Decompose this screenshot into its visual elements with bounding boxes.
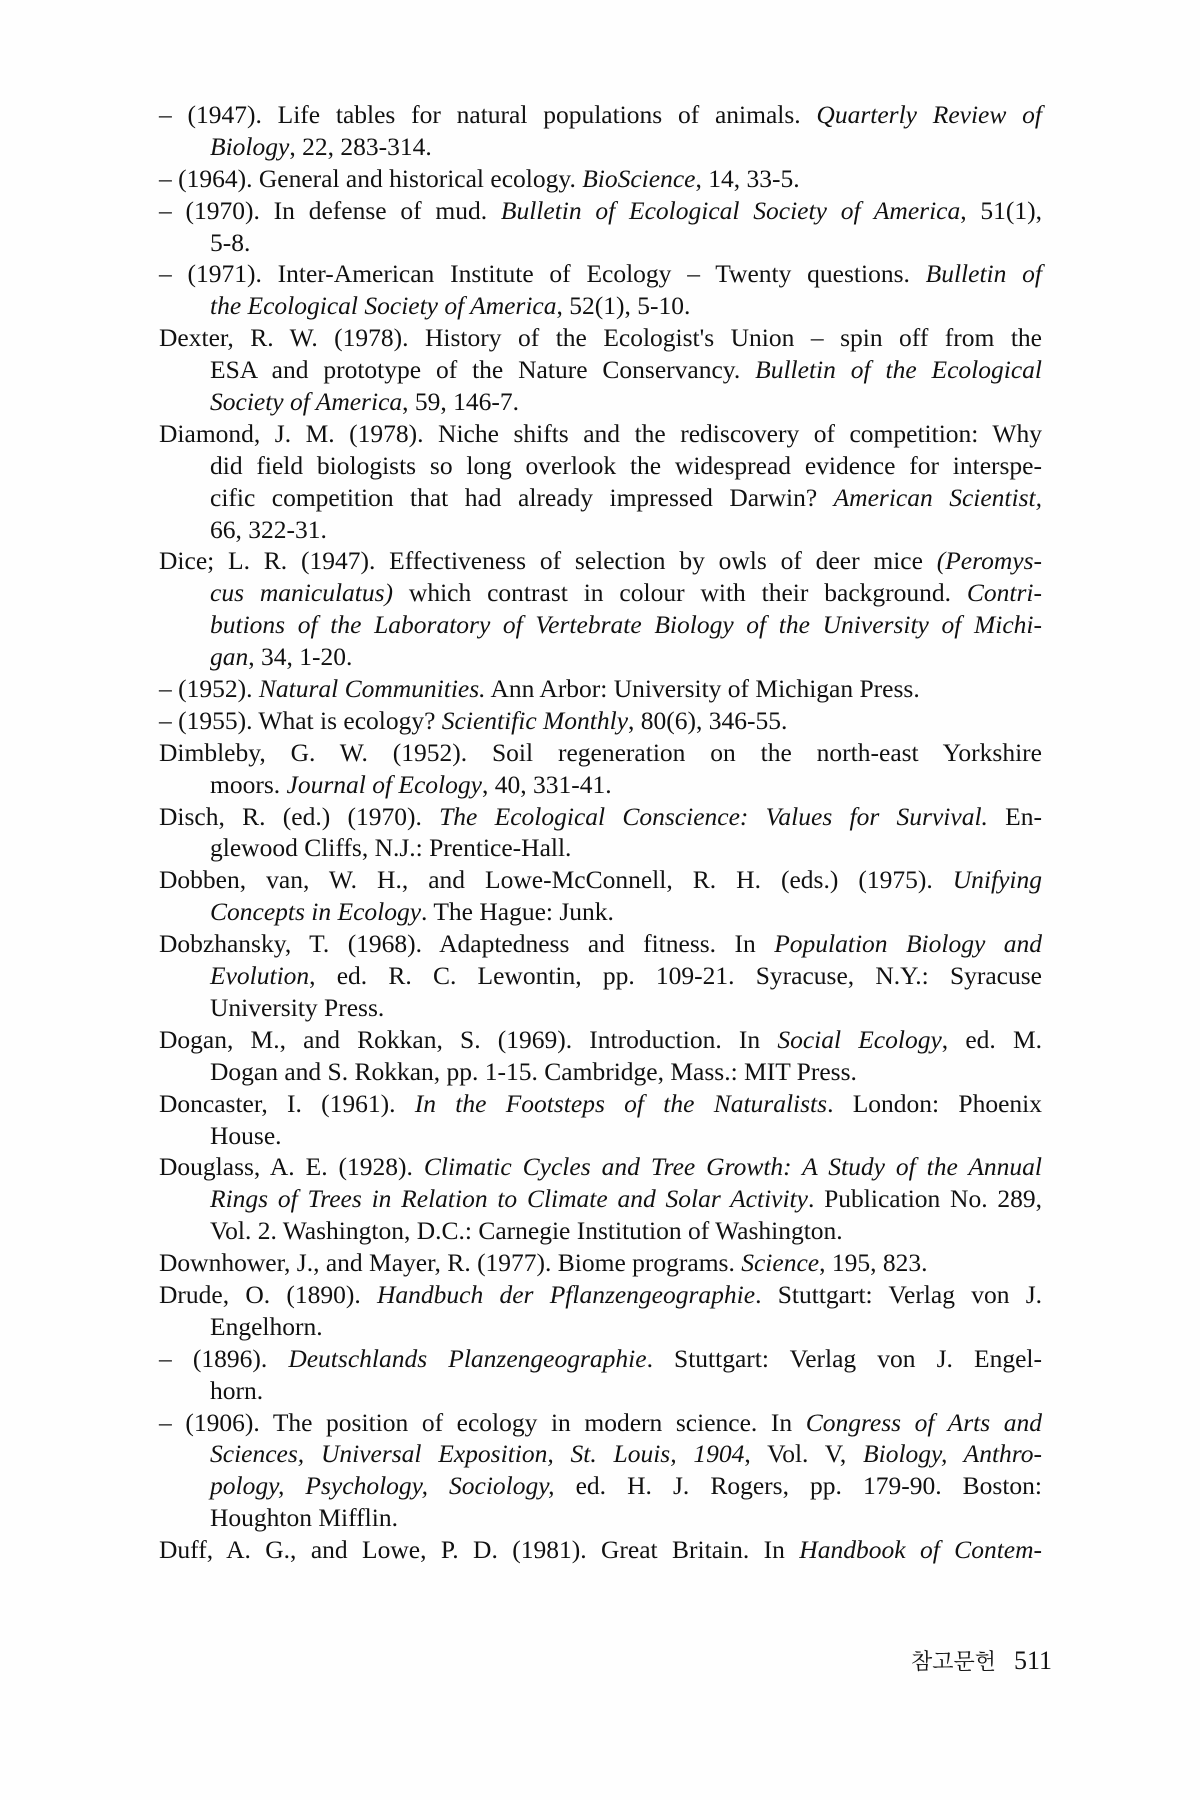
- reference-line: [159, 1343, 1042, 1375]
- italic-text: Quarterly Review of: [816, 100, 1042, 129]
- text: Houghton Mifflin.: [210, 1503, 398, 1533]
- text: . Stuttgart: Verlag von J.: [755, 1279, 1043, 1309]
- reference-line: [210, 1375, 1042, 1407]
- text: Downhower, J., and Mayer, R. (1977). Biome programs.: [159, 1248, 742, 1278]
- text: Vol. 2. Washington, D.C.: Carnegie Institution of Washington.: [210, 1216, 843, 1246]
- reference-line: [210, 482, 1042, 514]
- text: , 195, 823.: [819, 1248, 928, 1278]
- text: , 80(6), 346-55.: [628, 705, 788, 735]
- italic-text: Society of America: [210, 387, 403, 417]
- reference-entry: [159, 195, 1042, 259]
- reference-entry: [159, 737, 1042, 801]
- text: , 51(1),: [960, 195, 1043, 225]
- text: Drude, O. (1890).: [159, 1279, 377, 1309]
- text: , 59, 146-7.: [402, 387, 520, 417]
- reference-entry: [159, 705, 1042, 737]
- reference-line: [210, 1056, 1042, 1088]
- italic-text: butions of the Laboratory of Vertebrate Biology of the University of Michi-: [210, 610, 1042, 640]
- text: 5-8.: [210, 227, 251, 257]
- reference-entry: [159, 1024, 1042, 1088]
- reference-entry: [159, 1151, 1042, 1247]
- text: Duff, A. G., and Lowe, P. D. (1981). Great Britain. In: [159, 1535, 800, 1565]
- italic-text: the Ecological Society of America: [210, 291, 557, 321]
- reference-line: [159, 801, 1042, 833]
- reference-line: [210, 1120, 1042, 1152]
- italic-text: Handbook of Contem-: [799, 1535, 1042, 1565]
- italic-text: Bulletin of: [925, 259, 1042, 289]
- reference-line: [210, 1183, 1042, 1215]
- text: Engelhorn.: [210, 1311, 323, 1341]
- italic-text: Handbuch der Pflanzengeographie: [376, 1279, 756, 1309]
- reference-line: [210, 832, 1042, 864]
- text: , 52(1), 5-10.: [556, 291, 691, 321]
- text: ESA and prototype of the Nature Conservancy.: [210, 355, 756, 385]
- text: , 40, 331-41.: [481, 769, 612, 799]
- reference-line: [159, 928, 1042, 960]
- reference-line: [210, 960, 1042, 992]
- reference-line: [159, 418, 1042, 450]
- reference-line: [210, 1311, 1042, 1343]
- reference-line: [159, 864, 1042, 896]
- reference-entry: [159, 928, 1042, 1024]
- italic-text: Social Ecology: [777, 1024, 942, 1054]
- italic-text: gan: [210, 642, 249, 672]
- reference-line: [210, 386, 1042, 418]
- text: glewood Cliffs, N.J.: Prentice-Hall.: [210, 833, 572, 863]
- text: Dexter, R. W. (1978). History of the Ecologist's Union – spin off from the: [159, 323, 1042, 353]
- text: Dobben, van, W. H., and Lowe-McConnell, R. H. (eds.) (1975).: [159, 865, 953, 895]
- reference-line: [159, 195, 1042, 227]
- italic-text: The Ecological Conscience: Values for Survival.: [439, 801, 988, 831]
- italic-text: Sciences, Universal Exposition, St. Louis, 1904: [210, 1439, 745, 1469]
- reference-line: [159, 258, 1042, 290]
- text: Disch, R. (ed.) (1970).: [159, 801, 440, 831]
- reference-line: [210, 577, 1042, 609]
- text: . London: Phoenix: [827, 1088, 1042, 1118]
- text: , 14, 33-5.: [695, 163, 800, 193]
- text: Dice; L. R. (1947). Effectiveness of selection by owls of deer mice: [159, 546, 937, 576]
- reference-entry: [159, 1407, 1042, 1535]
- text: moors.: [210, 769, 287, 799]
- text: , ed. M.: [941, 1024, 1043, 1054]
- text: – (1955). What is ecology?: [159, 705, 442, 735]
- italic-text: Biology, Anthro-: [863, 1439, 1043, 1469]
- reference-line: [159, 1534, 1042, 1566]
- text: Ann Arbor: University of Michigan Press.: [485, 674, 920, 704]
- italic-text: Natural Communities.: [258, 674, 486, 704]
- italic-text: Biology: [210, 131, 290, 161]
- reference-entry: [159, 163, 1042, 195]
- reference-line: [159, 163, 1042, 195]
- reference-entry: [159, 545, 1042, 673]
- reference-line: [210, 1470, 1042, 1502]
- text: – (1952).: [159, 674, 259, 704]
- text: which contrast in colour with their background.: [393, 578, 967, 608]
- reference-line: [159, 1407, 1042, 1439]
- text: . The Hague: Junk.: [421, 897, 614, 927]
- reference-line: [210, 1438, 1042, 1470]
- text: – (1906). The position of ecology in modern science. In: [159, 1407, 806, 1437]
- reference-entry: [159, 801, 1042, 865]
- text: , 22, 283-314.: [289, 131, 432, 161]
- text: – (1896).: [159, 1343, 289, 1373]
- reference-line: [159, 737, 1042, 769]
- italic-text: Unifying: [952, 865, 1042, 895]
- italic-text: Congress of Arts and: [805, 1407, 1042, 1437]
- reference-line: [159, 673, 1042, 705]
- text: En-: [987, 801, 1042, 831]
- text: Dobzhansky, T. (1968). Adaptedness and fitness. In: [159, 929, 775, 959]
- reference-entry: [159, 1534, 1042, 1566]
- page-number: 511: [1013, 1646, 1052, 1675]
- reference-line: [210, 450, 1042, 482]
- text: , Vol. V,: [744, 1439, 864, 1469]
- italic-text: Deutschlands Planzengeographie: [288, 1343, 647, 1373]
- reference-line: [210, 641, 1042, 673]
- reference-entry: [159, 1088, 1042, 1152]
- text: – (1947). Life tables for natural populations of animals.: [159, 100, 817, 129]
- reference-entry: [159, 864, 1042, 928]
- italic-text: Science: [741, 1248, 820, 1278]
- reference-line: [210, 131, 1042, 163]
- text: Douglass, A. E. (1928).: [159, 1152, 424, 1182]
- reference-entry: [159, 322, 1042, 418]
- reference-line: [210, 514, 1042, 546]
- text: , ed. R. C. Lewontin, pp. 109-21. Syracuse, N.Y.: Syracuse: [309, 961, 1042, 991]
- text: 66, 322-31.: [210, 514, 327, 544]
- reference-line: [159, 545, 1042, 577]
- reference-entry: [159, 1343, 1042, 1407]
- italic-text: Journal of Ecology: [286, 769, 482, 799]
- italic-text: American Scientist,: [833, 482, 1042, 512]
- text: Doncaster, I. (1961).: [159, 1088, 415, 1118]
- italic-text: Concepts in Ecology: [210, 897, 422, 927]
- italic-text: (Peromys-: [936, 546, 1042, 576]
- reference-entry: [159, 1279, 1042, 1343]
- italic-text: pology, Psychology, Sociology,: [210, 1471, 555, 1501]
- reference-line: [159, 1088, 1042, 1120]
- reference-line: [210, 896, 1042, 928]
- section-label: 참고문헌: [910, 1650, 996, 1675]
- italic-text: BioScience: [582, 163, 696, 193]
- text: cific competition that had already impressed Darwin?: [210, 482, 834, 512]
- text: Dimbleby, G. W. (1952). Soil regeneration on the north-east Yorkshire: [159, 737, 1042, 767]
- reference-line: [159, 1151, 1042, 1183]
- italic-text: Contri-: [966, 578, 1042, 608]
- reference-line: [159, 99, 1042, 131]
- italic-text: Population Biology and: [774, 929, 1042, 959]
- italic-text: cus maniculatus): [210, 578, 394, 608]
- text: – (1964). General and historical ecology.: [159, 163, 583, 193]
- reference-line: [210, 1502, 1042, 1534]
- text: , 34, 1-20.: [248, 642, 353, 672]
- italic-text: Bulletin of Ecological Society of America: [500, 195, 961, 225]
- reference-line: [159, 1247, 1042, 1279]
- text: . Stuttgart: Verlag von J. Engel-: [646, 1343, 1043, 1373]
- italic-text: Evolution: [210, 961, 310, 991]
- text: – (1971). Inter-American Institute of Ecology – Twenty questions.: [159, 259, 926, 289]
- page-footer: [900, 1645, 1052, 1676]
- text: did field biologists so long overlook the widespread evidence for interspe-: [210, 450, 1042, 480]
- text: ed. H. J. Rogers, pp. 179-90. Boston:: [554, 1471, 1043, 1501]
- text: horn.: [210, 1375, 264, 1405]
- reference-line: [210, 227, 1042, 259]
- text: Dogan and S. Rokkan, pp. 1-15. Cambridge, Mass.: MIT Press.: [210, 1056, 857, 1086]
- reference-line: [210, 609, 1042, 641]
- reference-line: [159, 322, 1042, 354]
- text: House.: [210, 1120, 282, 1150]
- reference-line: [159, 1024, 1042, 1056]
- text: University Press.: [210, 992, 385, 1022]
- reference-line: [210, 769, 1042, 801]
- reference-line: [210, 354, 1042, 386]
- reference-line: [210, 992, 1042, 1024]
- reference-line: [210, 1215, 1042, 1247]
- reference-entry: [159, 673, 1042, 705]
- italic-text: In the Footsteps of the Naturalists: [414, 1088, 828, 1118]
- italic-text: Bulletin of the Ecological: [755, 355, 1042, 385]
- reference-line: [159, 705, 1042, 737]
- reference-entry: [159, 99, 1042, 163]
- reference-list: [159, 99, 1042, 1566]
- text: – (1970). In defense of mud.: [159, 195, 501, 225]
- italic-text: Climatic Cycles and Tree Growth: A Study of the Annual: [423, 1152, 1042, 1182]
- text: Diamond, J. M. (1978). Niche shifts and the rediscovery of competition: Why: [159, 418, 1042, 448]
- reference-entry: [159, 258, 1042, 322]
- italic-text: Rings of Trees in Relation to Climate and Solar Activity: [210, 1184, 808, 1214]
- italic-text: Scientific Monthly: [441, 705, 629, 735]
- reference-entry: [159, 418, 1042, 546]
- reference-line: [210, 290, 1042, 322]
- text: Dogan, M., and Rokkan, S. (1969). Introduction. In: [159, 1024, 778, 1054]
- reference-line: [159, 1279, 1042, 1311]
- text: . Publication No. 289,: [807, 1184, 1042, 1214]
- reference-entry: [159, 1247, 1042, 1279]
